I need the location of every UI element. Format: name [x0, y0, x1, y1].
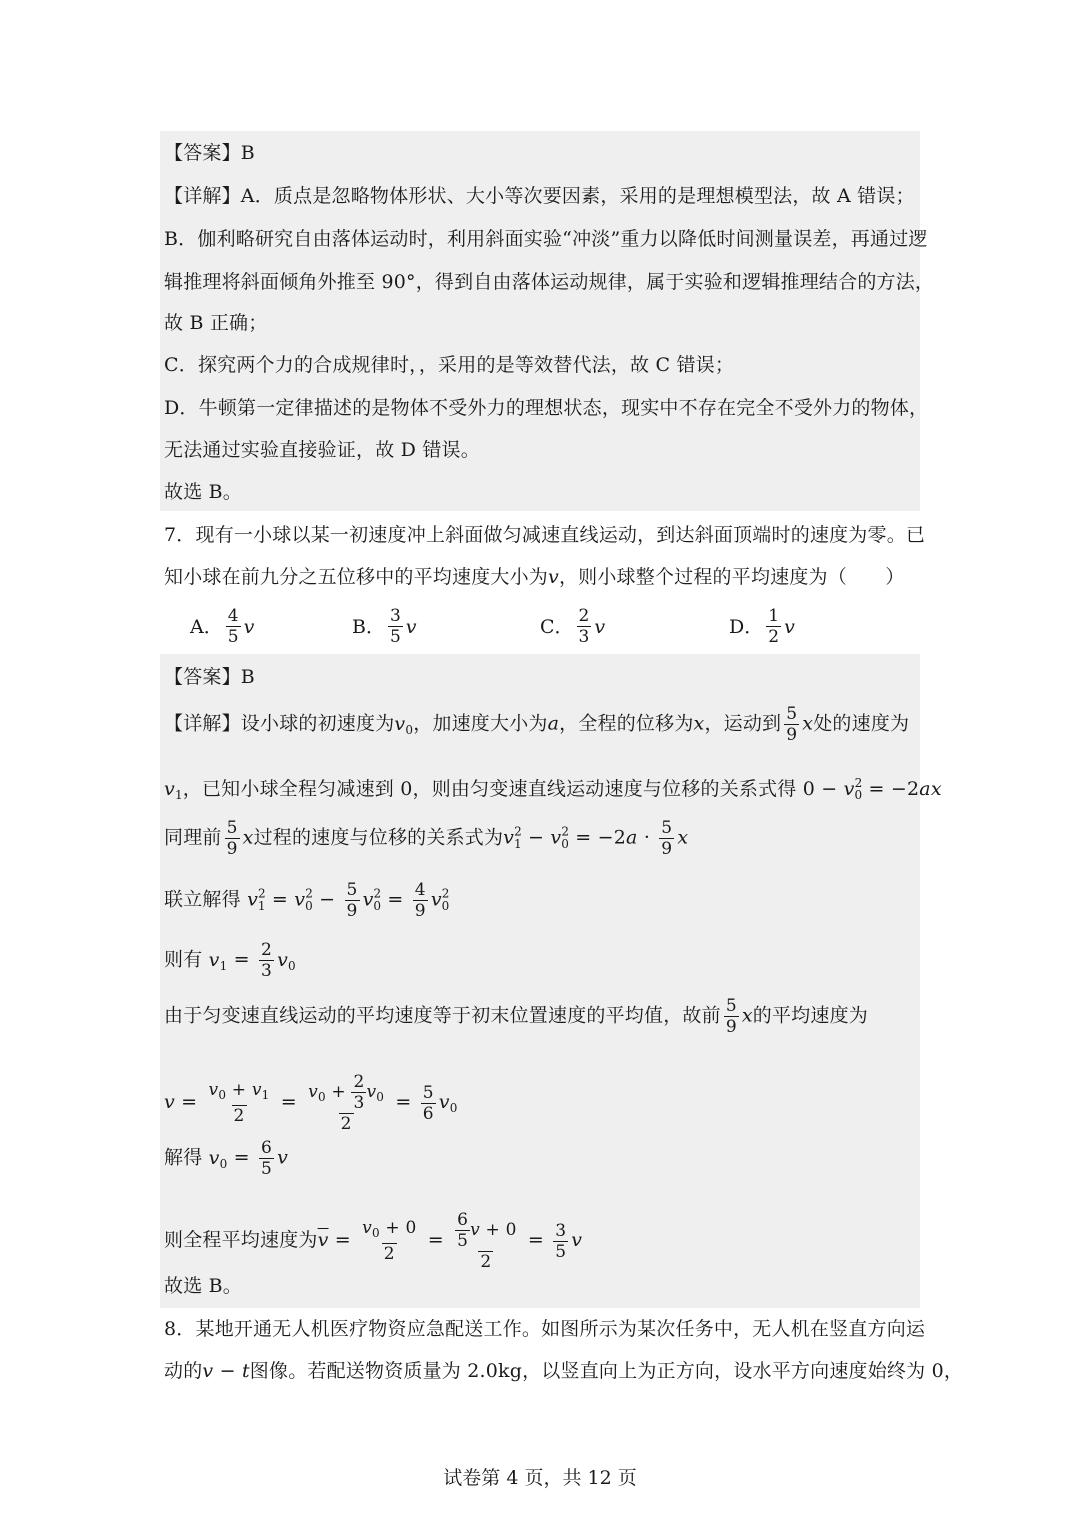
q7-solution-line3: 同理前 $\frac{5}{9}$ x过程的速度与位移的关系式为$v^2_1 - v^2_0 = -2a$ · $\frac{5}{9}$ x [164, 818, 689, 859]
q7-conclusion: 故选 B。 [164, 1275, 243, 1297]
q6-answer: 【答案】B [164, 142, 255, 164]
q7-solution-line4: 联立解得 $v^2_1 = v^2_0$ − $\frac{5}{9}$ $v^2_0$ = $\frac{4}{9}$ $v^2_0$ [164, 880, 450, 921]
q6-detail-line: D．牛顿第一定律描述的是物体不受外力的理想状态，现实中不存在完全不受外力的物体， [164, 397, 929, 419]
q7-answer: 【答案】B [164, 666, 255, 688]
q6-detail-line: C．探究两个力的合成规律时，，采用的是等效替代法，故 C 错误； [164, 354, 735, 376]
q7-option-b[interactable]: B． $\frac{3}{5}$ v [352, 606, 417, 647]
q7-stem-line1: 7．现有一小球以某一初速度冲上斜面做匀减速直线运动，到达斜面顶端时的速度为零。已 [164, 524, 926, 546]
q7-solution-line6: 由于匀变速直线运动的平均速度等于初末位置速度的平均值，故前 $\frac{5}{9}$ x的平均速度为 [164, 996, 868, 1037]
q6-detail-line: 【详解】A．质点是忽略物体形状、大小等次要因素，采用的是理想模型法，故 A 错误； [164, 185, 915, 207]
q7-stem-line2: 知小球在前九分之五位移中的平均速度大小为v，则小球整个过程的平均速度为（ ） [164, 566, 905, 588]
q8-stem-line1: 8．某地开通无人机医疗物资应急配送工作。如图所示为某次任务中，无人机在竖直方向运 [164, 1318, 926, 1340]
page-footer: 试卷第 4 页，共 12 页 [443, 1467, 637, 1489]
q7-option-c[interactable]: C． $\frac{2}{3}$ v [540, 606, 606, 647]
q7-solution-line1: 【详解】设小球的初速度为$v_0$，加速度大小为a，全程的位移为x，运动到 $\frac{5}{9}$ x处的速度为 [164, 704, 910, 745]
q7-solution-line8: 解得 $v_0$ = $\frac{6}{5}$ v [164, 1138, 289, 1179]
q7-option-d[interactable]: D． $\frac{1}{2}$ v [729, 606, 795, 647]
q7-solution-line5: 则有 $v_1$ = $\frac{2}{3}$ $v_0$ [164, 940, 296, 981]
q6-detail-line: 辑推理将斜面倾角外推至 90°，得到自由落体运动规律，属于实验和逻辑推理结合的方法， [164, 271, 935, 293]
q6-detail-line: B．伽利略研究自由落体运动时，利用斜面实验“冲淡”重力以降低时间测量误差，再通过逻 [164, 228, 928, 250]
q7-solution-line9: 则全程平均速度为$\overline{v}$ = $\frac{v_0 + 0}{2}$ = $\frac{6}{5}$ v + 0 2 = $\frac{3}{5}$ v [164, 1210, 583, 1272]
q7-solution-line2: $v_1$，已知小球全程匀减速到 0，则由匀变速直线运动速度与位移的关系式得 $0 - v^2_0 = -2ax$ [164, 776, 942, 802]
q7-option-a[interactable]: A． $\frac{4}{5}$ v [190, 606, 255, 647]
q7-solution-line7: v = $\frac{v_0 + v_1}{2}$ = $v_0$ + $\frac{2}{3}$ $v_0$ 2 = $\frac{5}{6}$ $v_0$ [164, 1072, 458, 1134]
q6-detail-line: 故 B 正确； [164, 312, 268, 334]
q6-detail-line: 故选 B。 [164, 481, 243, 503]
q6-detail-line: 无法通过实验直接验证，故 D 错误。 [164, 439, 480, 461]
q8-stem-line2: 动的v − t图像。若配送物资质量为 2.0kg，以竖直向上为正方向，设水平方向速度始终为 0， [164, 1360, 964, 1382]
